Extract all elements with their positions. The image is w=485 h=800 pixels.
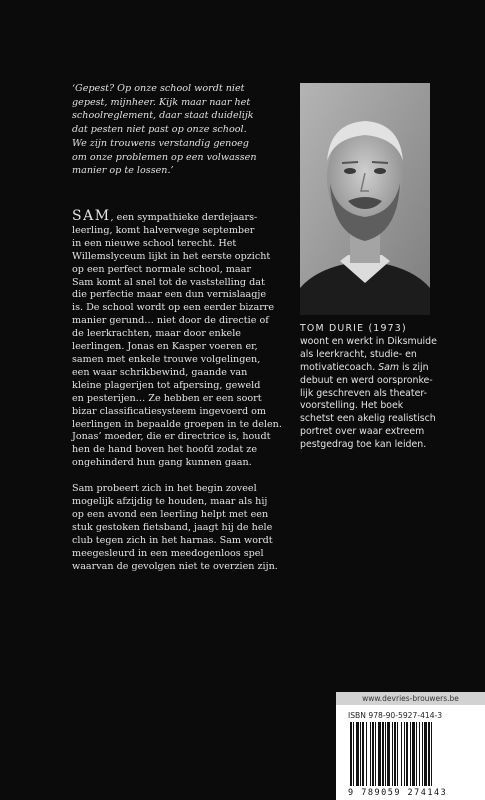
isbn-text: ISBN 978-90-5927-414-3	[348, 711, 443, 720]
barcode-bar	[401, 722, 402, 786]
barcode-bar	[397, 722, 398, 786]
blurb-paragraph-1	[72, 210, 290, 470]
barcode-bar	[385, 722, 386, 786]
barcode-bar	[360, 722, 361, 786]
blurb-paragraph-2: Sam probeert zich in het begin zoveel mogelijk afzijdig te houden, maar als hij op een avond een leerling helpt met een stuk gestoken fietsband, jaagt hij de hele club tegen zich in het harnas. Sam wordt meegesleurd in een meedogenloos spel waarvan de gevolgen niet te overzien zijn.	[72, 483, 278, 572]
author-bio-title: Sam	[378, 361, 400, 373]
barcode-bar	[392, 722, 393, 786]
author-bio	[300, 323, 470, 452]
barcode-bar	[382, 722, 384, 786]
barcode-bar	[416, 722, 417, 786]
barcode-bar	[410, 722, 411, 786]
barcode-bar	[362, 722, 364, 786]
author-photo	[300, 83, 430, 315]
barcode-bar	[412, 722, 415, 786]
barcode-bar	[394, 722, 396, 786]
book-blurb	[72, 210, 290, 573]
barcode-digits: 9 789059 274143	[348, 788, 448, 798]
blurb-paragraph-1-text: , een sympathieke derdejaars- leerling, komt halverwege september in een nieuwe school terecht. Het Willemslyceum lijkt in het eerste opzicht op een perfect normale school, maar Sam komt al snel tot de vaststelling dat die perfectie maar een dun vernislaagje is. De school wordt op een eerder bizarre manier gerund… niet door de directie of de leerkrachten, maar door enkele leerlingen. Jonas en Kasper voeren er, samen met enkele trouwe volgelingen, een waar schrikbewind, gaande van kleine plagerijen tot afpersing, geweld en pesterijen… Ze hebben er een soort bizar classificatiesysteem ingevoerd om leerlingen in bepaalde groepen in te delen. Jonas’ moeder, die er directrice is, houdt hen de hand boven het hoofd zodat ze ongehinderd hun gang kunnen gaan.	[72, 212, 282, 469]
barcode-bar	[424, 722, 427, 786]
barcode-bar	[370, 722, 371, 786]
barcode-bar	[406, 722, 408, 786]
barcode-bar	[387, 722, 390, 786]
barcode-bar	[356, 722, 359, 786]
author-portrait-image	[300, 83, 430, 315]
barcode-label	[336, 692, 485, 800]
barcode-bar	[375, 722, 376, 786]
barcode-bar	[366, 722, 367, 786]
publisher-url: www.devries-brouwers.be	[336, 692, 485, 705]
barcode-bar	[428, 722, 430, 786]
barcode-bar	[422, 722, 423, 786]
author-bio-text-2: is zijn debuut en werd oorspronke- lijk geschreven als theater- voorstelling. Het boek schetst een akelig realistisch portret over waar extreem pestgedrag toe kan leiden.	[300, 361, 436, 451]
author-bio-text-1: woont en werkt in Diksmuide als leerkracht, studie- en motivatiecoach.	[300, 335, 437, 373]
barcode-bar	[404, 722, 405, 786]
blurb-lead-word: SAM	[72, 208, 111, 224]
barcode-bars	[350, 722, 472, 786]
barcode-bar	[350, 722, 352, 786]
barcode-bar	[353, 722, 354, 786]
barcode-bar	[419, 722, 420, 786]
back-cover-quote: ‘Gepest? Op onze school wordt niet gepest, mijnheer. Kijk maar naar het schoolreglement, daar staat duidelijk dat pesten niet past op onze school. We zijn trouwens verstandig genoeg om onze problemen op een volwassen manier op te lossen.’	[72, 83, 257, 177]
barcode-bar	[378, 722, 381, 786]
author-name: TOM DURIE (1973)	[300, 323, 407, 334]
barcode-bar	[431, 722, 432, 786]
barcode-bar	[372, 722, 374, 786]
